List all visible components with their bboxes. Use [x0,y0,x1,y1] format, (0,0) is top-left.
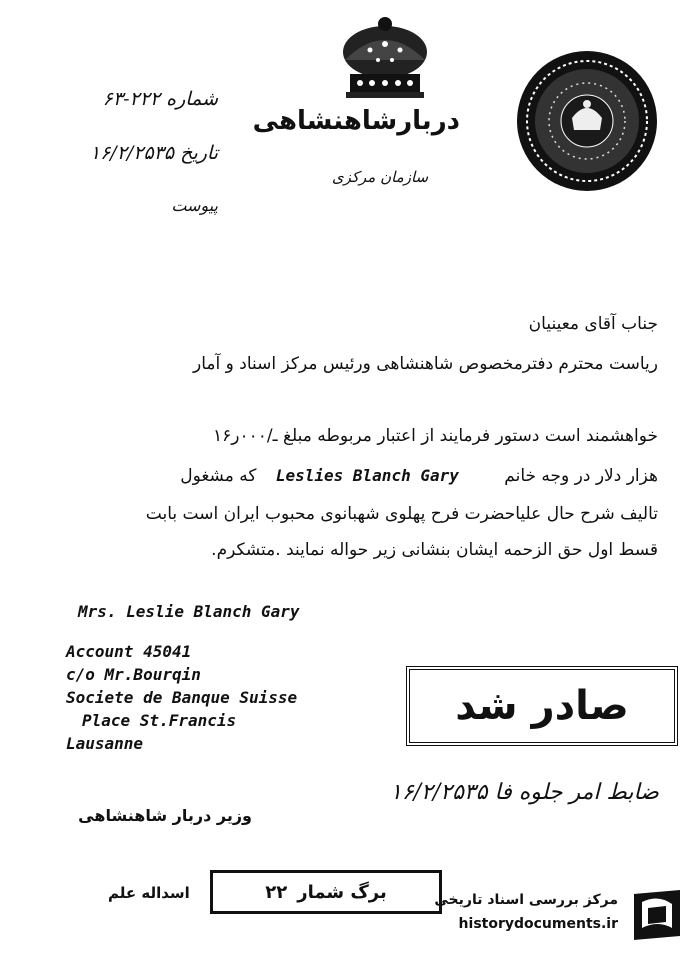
body-line-2-tail: که مشغول [180,466,257,486]
recipient-title: ریاست محترم دفترمخصوص شاهنشاهی ورئیس مرکز اسناد و آمار [193,354,658,374]
watermark-url: historydocuments.ir [458,916,618,932]
body-line-1: خواهشمند است دستور فرمایند از اعتبار مربوطه مبلغ ـ/۰۰۰ر۱۶ [212,426,658,446]
letter-number: شماره ۲۲۲-۶۳ [102,88,218,110]
body-line-2-head: هزار دلار در وجه خانم [504,466,658,486]
registration-stamp [210,870,442,914]
body-line-2 [180,466,658,486]
handwritten-note: ضابط امر جلوه فا ۱۶/۲/۲۵۳۵ [390,780,659,805]
watermark-text: مرکز بررسی اسناد تاریخی [434,892,618,908]
recipient-name: جناب آقای معینیان [528,314,658,334]
court-title: دربارشاهنشاهی [252,106,460,136]
watermark-logo-icon [628,886,686,944]
imperial-seal [514,48,660,194]
bank-city: Lausanne [66,734,144,753]
author-name: Leslies Blanch Gary [275,466,459,485]
bank-name: Societe de Banque Suisse [66,688,298,707]
signatory-name: اسداله علم [108,884,190,902]
body-line-3: تالیف شرح حال علیاحضرت فرح پهلوی شهبانوی محبوب ایران است بابت [145,504,658,524]
issued-stamp: صادر شد [406,666,678,746]
watermark [428,880,690,946]
minister-title: وزیر دربار شاهنشاهی [78,806,252,825]
court-subtitle: سازمان مرکزی [331,168,429,186]
attachment-label: پیوست [171,196,218,215]
crown-emblem [330,12,440,102]
account-number: Account 45041 [66,642,192,661]
letter-date: تاریخ ۱۶/۲/۲۵۳۵ [89,142,218,164]
registration-label: برگ شمار [297,881,387,903]
registration-number: ۲۲ [265,881,288,903]
care-of: c/o Mr.Bourqin [66,665,201,684]
bank-place: Place St.Francis [82,711,237,730]
body-line-4: قسط اول حق الزحمه ایشان بنشانی زیر حواله نمایند .متشکرم. [211,540,658,560]
payee-name: Mrs. Leslie Blanch Gary [78,602,300,621]
